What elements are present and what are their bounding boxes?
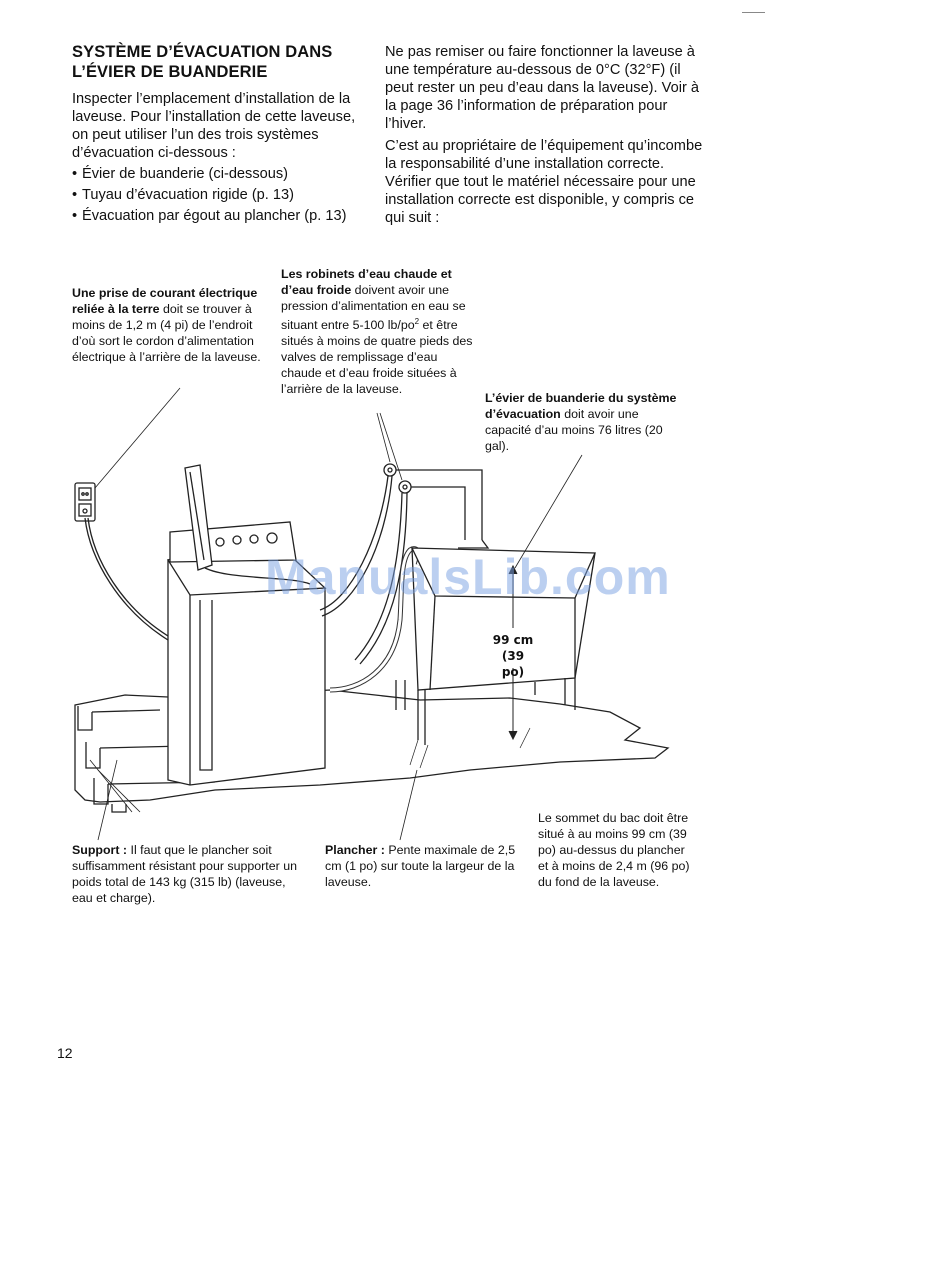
callout-text: Pente maximale de 2,5 cm (1 po) sur toute la largeur de la laveuse.: [325, 843, 516, 889]
tub-height-callout: Le sommet du bac doit être situé à au moins 99 cm (39 po) au-dessus du plancher et à moins de 2,4 m (96 po) du fond de la laveuse.: [538, 811, 690, 889]
faucets-callout: [281, 266, 481, 397]
floor-callout: [325, 842, 520, 890]
callout-title: Plancher :: [325, 843, 385, 857]
callout-title: Une prise de courant électrique reliée à la terre: [72, 286, 258, 316]
support-callout: [72, 842, 302, 906]
washer-drawing: [168, 465, 325, 785]
outlet-icon: [75, 483, 95, 521]
callout-text: doivent avoir une pression d’alimentation en eau se situant entre 5-100 lb/po: [281, 283, 466, 333]
watermark: ManualsLib.com: [265, 549, 671, 605]
sink-callout: [485, 390, 685, 454]
callout-text: Il faut que le plancher soit suffisamment résistant pour supporter un poids total de 143 kg (315 lb) (laveuse, eau et charge).: [72, 843, 297, 905]
superscript: 2: [414, 317, 420, 326]
power-cord: [85, 518, 168, 640]
heading-line-2: L’ÉVIER DE BUANDERIE: [72, 63, 268, 81]
page-number: 12: [57, 1045, 73, 1061]
callout-title: Support :: [72, 843, 128, 857]
intro-paragraph: Inspecter l’emplacement d’installation de la laveuse. Pour l’installation de cette laveuse, on peut utiliser l’un des trois systèmes d’évacuation ci-dessous :: [72, 91, 356, 161]
height-imperial: (39 po): [501, 649, 525, 679]
callout-text: doit avoir une capacité d’au moins 76 litres (20 gal).: [485, 407, 663, 453]
winter-storage-paragraph: Ne pas remiser ou faire fonctionner la laveuse à une température au-dessous de 0°C (32°F) (il peut rester un peu d’eau dans la laveuse). Voir à la page 36 l’information de préparation pour l’hiver.: [385, 44, 699, 132]
list-item: • Tuyau d’évacuation rigide (p. 13): [72, 186, 372, 204]
callout-title: Les robinets d’eau chaude et d’eau froide: [281, 267, 452, 297]
electric-outlet-callout: [72, 285, 262, 365]
callout-text: doit se trouver à moins de 1,2 m (4 pi) de l’endroit d’où sort le cordon d’alimentation électrique à l’arrière de la laveuse.: [72, 302, 261, 364]
height-metric: 99 cm: [492, 633, 534, 647]
height-dimension-label: [489, 632, 537, 680]
callout-title: L’évier de buanderie du système d’évacuation: [485, 391, 677, 421]
electric-leader-line: [95, 388, 180, 488]
callout-text: et être situés à moins de quatre pieds des valves de remplissage d’eau chaude et d’eau froide situées à l’arrière de la laveuse.: [281, 318, 473, 397]
list-item: • Évacuation par égout au plancher (p. 13): [72, 207, 372, 225]
list-item: • Évier de buanderie (ci-dessous): [72, 165, 372, 183]
owner-responsibility-paragraph: C’est au propriétaire de l’équipement qu’incombe la responsabilité d’une installation correcte. Vérifier que tout le matériel nécessaire pour une installation correcte est disponible, y compris ce qui suit :: [385, 138, 703, 226]
heading-line-1: SYSTÈME D’ÉVACUATION DANS: [72, 43, 333, 61]
floor-leader-line: [400, 770, 417, 840]
